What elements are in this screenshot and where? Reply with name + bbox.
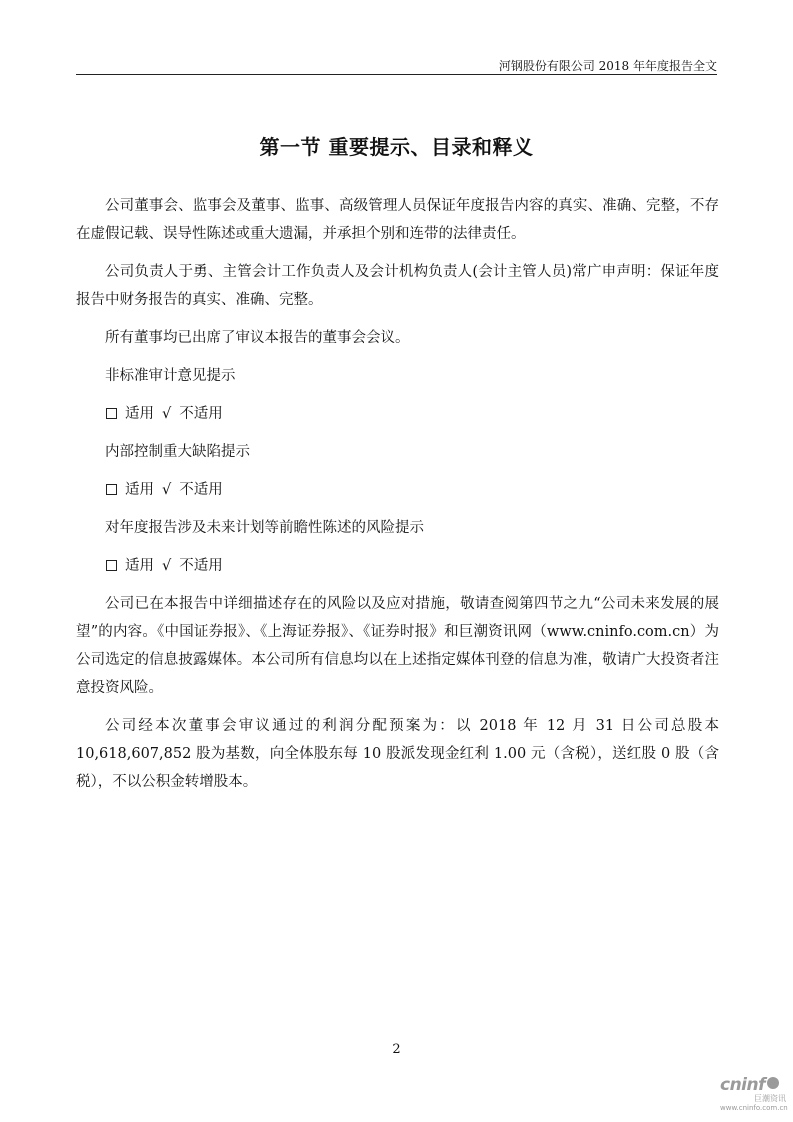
logo-mark xyxy=(720,1076,790,1094)
logo-chinese-name: 巨潮资讯 xyxy=(754,1094,786,1103)
board-attendance-statement: 所有董事均已出席了审议本报告的董事会会议。 xyxy=(105,330,410,346)
cninfo-logo xyxy=(720,1076,790,1116)
check-mark-icon: √ xyxy=(162,406,172,422)
check-mark-icon: √ xyxy=(162,558,172,574)
option-applicable: 适用 xyxy=(125,558,154,574)
page-header xyxy=(76,58,717,74)
section-title: 第一节 重要提示、目录和释义 xyxy=(259,135,534,159)
option-not-applicable: 不适用 xyxy=(179,482,223,498)
header-text: 河钢股份有限公司 2018 年年度报告全文 xyxy=(498,59,717,73)
financial-report-declaration: 公司负责人于勇、主管会计工作负责人及会计机构负责人(会计主管人员)常广申声明：保证年度报告中财务报告的真实、准确、完整。 xyxy=(76,264,719,308)
checkbox-icon xyxy=(106,484,117,495)
non-standard-audit-heading: 非标准审计意见提示 xyxy=(105,368,236,384)
non-standard-audit-options xyxy=(76,400,719,428)
forward-looking-risk-heading: 对年度报告涉及未来计划等前瞻性陈述的风险提示 xyxy=(105,520,424,536)
responsibility-statement: 公司董事会、监事会及董事、监事、高级管理人员保证年度报告内容的真实、准确、完整，不存在虚假记载、误导性陈述或重大遗漏，并承担个别和连带的法律责任。 xyxy=(76,198,719,242)
forward-looking-risk-options xyxy=(76,552,719,580)
profit-distribution-paragraph: 公司经本次董事会审议通过的利润分配预案为：以 2018 年 12 月 31 日公司总股本 10,618,607,852 股为基数，向全体股东每 10 股派发现金红利 1.00 元（含税），送红股 0 股（含税），不以公积金转增股本。 xyxy=(76,718,719,790)
header-divider xyxy=(76,74,717,75)
logo-swirl-icon xyxy=(767,1077,779,1089)
option-not-applicable: 不适用 xyxy=(179,406,223,422)
option-not-applicable: 不适用 xyxy=(179,558,223,574)
risk-disclosure-paragraph: 公司已在本报告中详细描述存在的风险以及应对措施，敬请查阅第四节之九“公司未来发展的展望”的内容。《中国证券报》、《上海证券报》、《证券时报》和巨潮资讯网（www.cninfo.com.cn）为公司选定的信息披露媒体。本公司所有信息均以在上述指定媒体刊登的信息为准，敬请广大投资者注意投资风险。 xyxy=(76,596,719,696)
page-number: 2 xyxy=(392,1042,401,1057)
checkbox-icon xyxy=(106,560,117,571)
internal-control-heading: 内部控制重大缺陷提示 xyxy=(105,444,250,460)
document-body xyxy=(76,192,719,806)
internal-control-options xyxy=(76,476,719,504)
check-mark-icon: √ xyxy=(162,482,172,498)
checkbox-icon xyxy=(106,408,117,419)
logo-url: www.cninfo.com.cn xyxy=(720,1104,788,1112)
option-applicable: 适用 xyxy=(125,482,154,498)
option-applicable: 适用 xyxy=(125,406,154,422)
logo-text: cninf xyxy=(720,1075,766,1095)
